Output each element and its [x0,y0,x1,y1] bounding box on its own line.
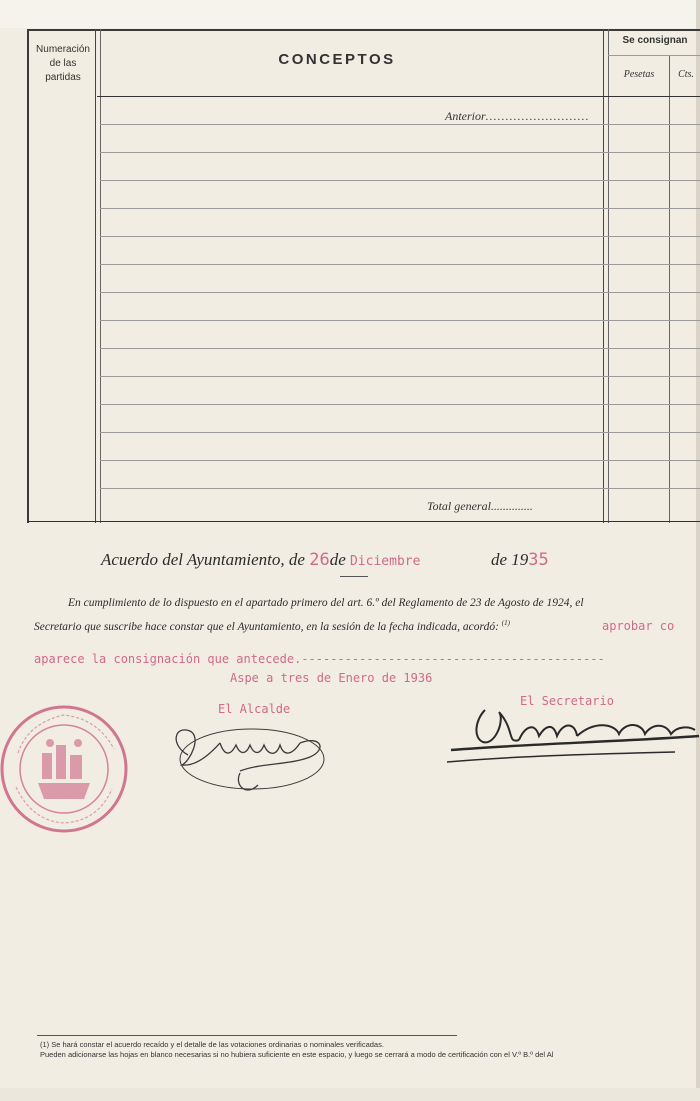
total-row-label [427,499,533,514]
page-top-edge [0,0,700,28]
column-header-numeracion: Numeración de las partidas [36,44,90,83]
anterior-row-label [445,109,590,124]
anterior-label: Anterior [445,109,486,123]
ledger-rule [100,404,700,405]
paragraph-line-2 [34,619,510,633]
typed-acuerdo-continuation: aparece la consignación que antecede.------------------------------------------ [34,652,605,666]
acuerdo-day: 26 [309,550,330,570]
day-underline [340,576,368,577]
column-header-se-consignan: Se consignan [622,35,688,46]
acuerdo-month: Diciembre [349,554,421,569]
ledger-rule [100,432,700,433]
ledger-rule [100,376,700,377]
acuerdo-year-prefix: de 19 [490,550,529,569]
secretario-label: El Secretario [520,694,614,708]
column-header-pesetas: Pesetas [623,69,655,80]
ledger-rule [100,180,700,181]
ledger-rule [100,460,700,461]
alcalde-signature [160,715,335,800]
typed-acuerdo-start: aprobar co [602,619,675,633]
column-divider [95,29,96,523]
ledger-rule [100,208,700,209]
ledger-rule [100,320,700,321]
ledger-rule [100,124,700,125]
total-label: Total general [427,499,491,513]
place-date: Aspe a tres de Enero de 1936 [230,671,433,685]
column-divider [603,29,604,523]
column-divider [100,29,101,523]
acuerdo-de: de [329,550,346,569]
column-header-cts: Cts. [678,69,694,80]
alcalde-label: El Alcalde [218,702,291,716]
ledger-rule [100,292,700,293]
column-divider [669,55,670,523]
paragraph-line-2-text: Secretario que suscribe hace constar que el Ayuntamiento, en la sesión de la fecha indicada, acordó: [34,620,499,633]
column-header-conceptos: CONCEPTOS [278,51,396,68]
header-rule [608,55,700,56]
municipal-seal-stamp [0,703,130,835]
total-dots: .............. [490,499,533,513]
footnote-rule [37,1035,457,1036]
ledger-table [27,29,700,523]
ledger-rule [100,348,700,349]
ledger-rule [100,488,700,489]
footnote-mark: (1) [501,619,510,627]
paragraph-line-1: En cumplimiento de lo dispuesto en el apartado primero del art. 6.º del Reglamento de 23 de Agosto de 1924, el [68,597,584,609]
anterior-dots: .......................... [485,109,590,123]
acuerdo-prefix: Acuerdo del Ayuntamiento, de [101,550,305,569]
column-divider [608,29,609,523]
ledger-rule [100,236,700,237]
table-frame [27,29,700,523]
footnote-1: (1) Se hará constar el acuerdo recaído y el detalle de las votaciones ordinarias o nominales verificadas. [40,1040,384,1049]
acuerdo-heading [101,550,549,570]
footnote-2: Pueden adicionarse las hojas en blanco necesarias si no hubiera suficiente en este espacio, y luego se cerrará a modo de certificación con el V.º B.º del Al [40,1050,554,1059]
ledger-rule [100,152,700,153]
acuerdo-year-suffix: 35 [528,550,549,570]
table-bottom-rule [27,521,700,522]
secretario-signature [445,700,700,775]
header-rule [97,96,700,97]
ledger-rule [100,264,700,265]
page-bottom-edge [0,1088,700,1101]
